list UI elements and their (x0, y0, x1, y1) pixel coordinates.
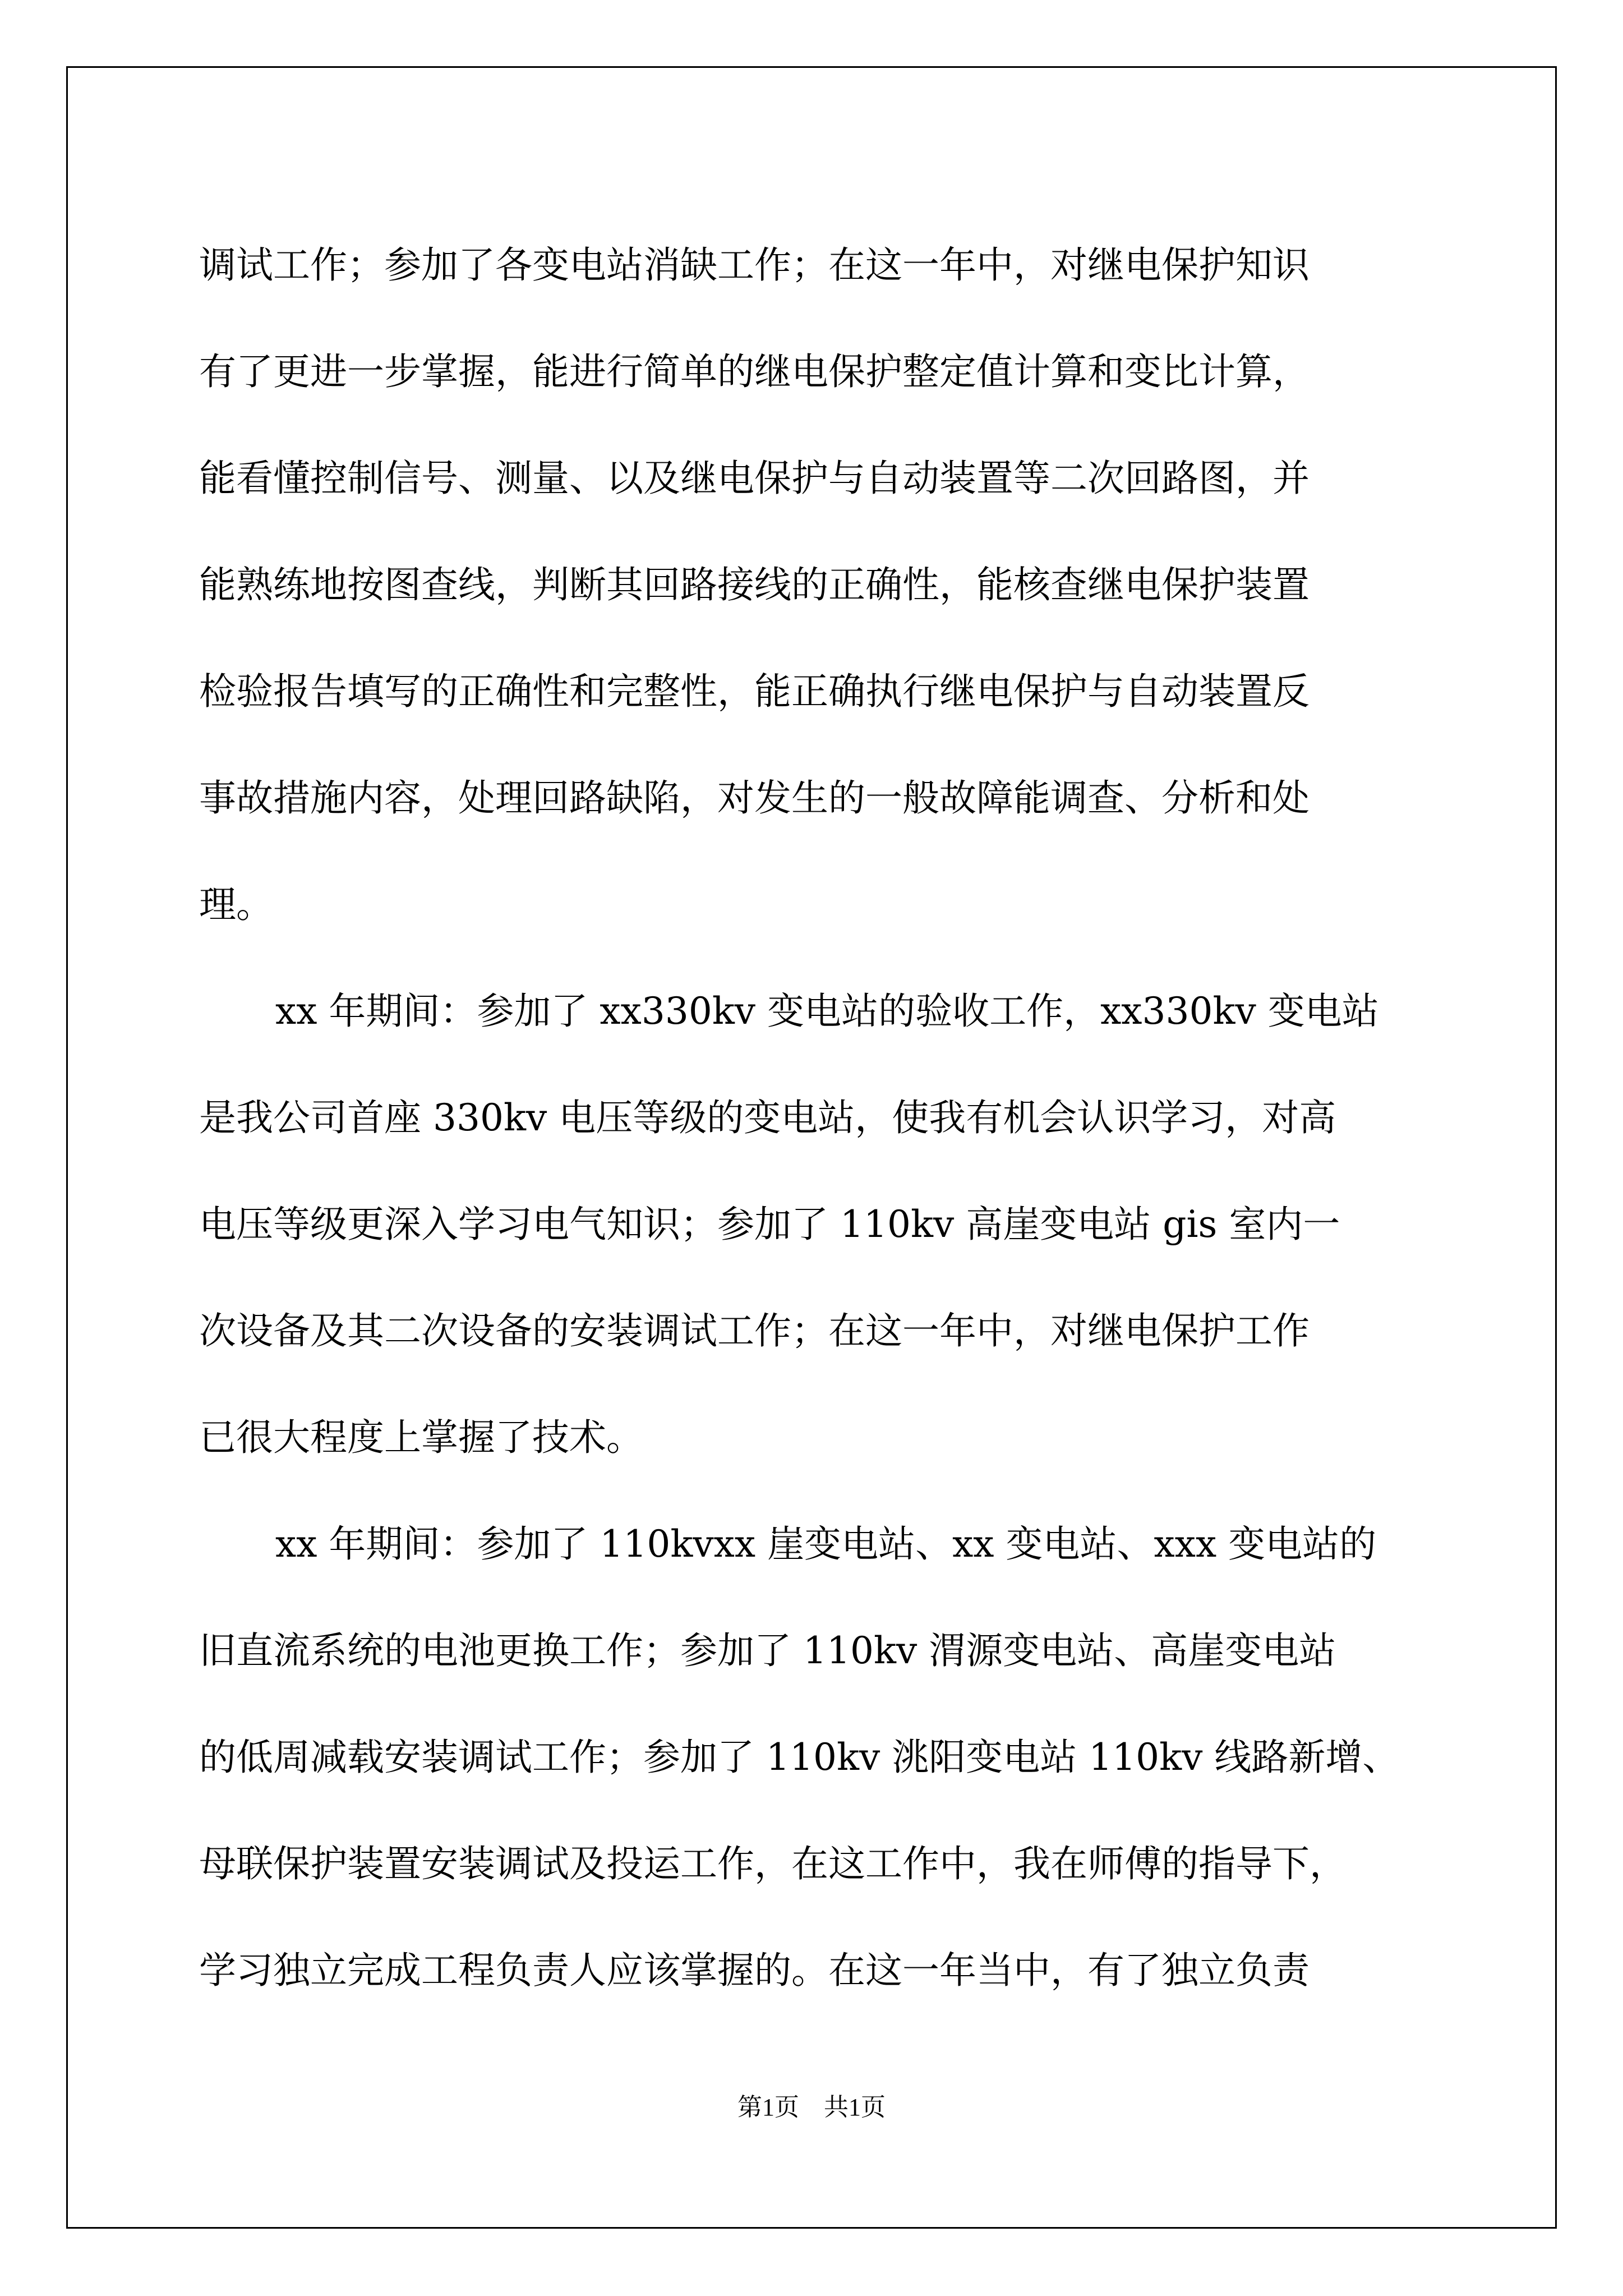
document-body (199, 212, 1433, 2024)
paragraph-first-line: xx 年期间：参加了 110kvxx 崖变电站、xx 变电站、xxx 变电站的 (275, 1522, 1377, 1566)
text-line: 有了更进一步掌握，能进行简单的继电保护整定值计算和变比计算， (199, 350, 1310, 393)
text-line: 事故措施内容，处理回路缺陷，对发生的一般故障能调查、分析和处 (199, 776, 1310, 820)
text-line: 的低周减载安装调试工作；参加了 110kv 洮阳变电站 110kv 线路新增、 (199, 1736, 1400, 1779)
text-line: 学习独立完成工程负责人应该掌握的。在这一年当中，有了独立负责 (199, 1949, 1310, 1992)
text-line: 旧直流系统的电池更换工作；参加了 110kv 渭源变电站、高崖变电站 (199, 1629, 1336, 1672)
text-line: 能熟练地按图查线，判断其回路接线的正确性，能核查继电保护装置 (199, 563, 1310, 606)
text-line: 电压等级更深入学习电气知识；参加了 110kv 高崖变电站 gis 室内一 (199, 1203, 1340, 1246)
text-line: 是我公司首座 330kv 电压等级的变电站，使我有机会认识学习，对高 (199, 1096, 1336, 1139)
text-line: 能看懂控制信号、测量、以及继电保护与自动装置等二次回路图，并 (199, 457, 1310, 500)
text-line: 次设备及其二次设备的安装调试工作；在这一年中，对继电保护工作 (199, 1309, 1310, 1352)
paragraph-first-line: xx 年期间：参加了 xx330kv 变电站的验收工作，xx330kv 变电站 (275, 990, 1379, 1033)
page-footer: 第1页 共1页 (737, 2093, 886, 2121)
text-line: 已很大程度上掌握了技术。 (199, 1416, 643, 1459)
text-line: 调试工作；参加了各变电站消缺工作；在这一年中，对继电保护知识 (199, 243, 1310, 287)
text-line: 理。 (199, 883, 273, 926)
text-line: 检验报告填写的正确性和完整性，能正确执行继电保护与自动装置反 (199, 670, 1310, 713)
text-line: 母联保护装置安装调试及投运工作，在这工作中，我在师傅的指导下， (199, 1842, 1347, 1885)
